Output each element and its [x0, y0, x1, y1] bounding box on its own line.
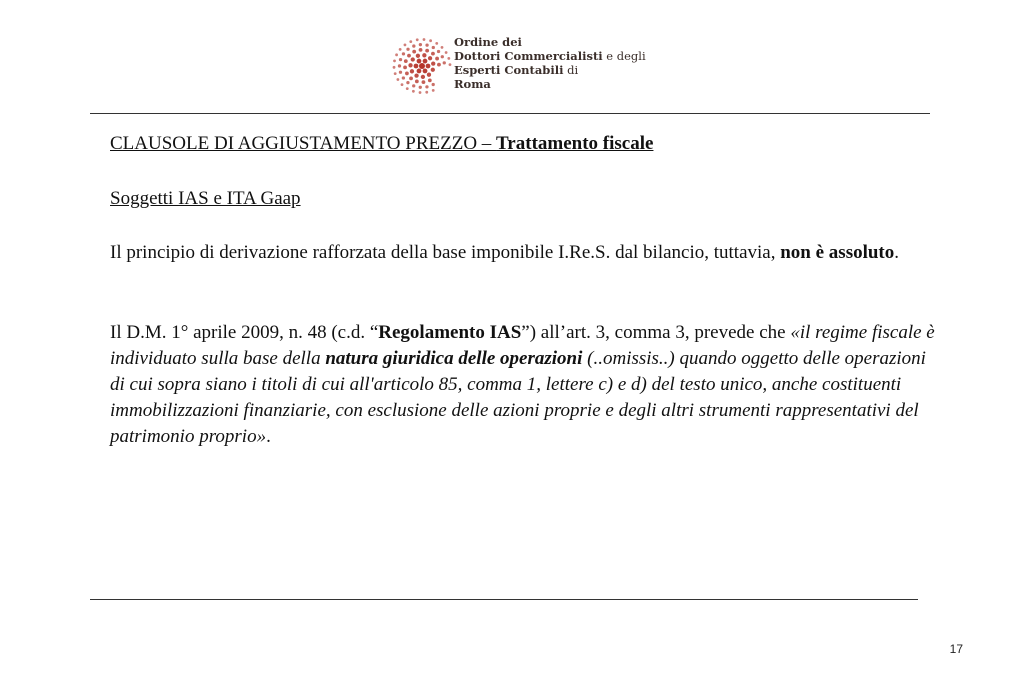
- logo-line-4: Roma: [454, 77, 491, 91]
- logo-line-1: Ordine dei: [454, 35, 522, 49]
- bottom-divider: [90, 599, 918, 600]
- page-number: 17: [949, 642, 963, 656]
- logo: [392, 34, 652, 98]
- paragraph-1: Il principio di derivazione rafforzata della base imponibile I.Re.S. dal bilancio, tuttavia, non è assoluto.: [110, 242, 900, 263]
- section-subtitle: Soggetti IAS e ITA Gaap: [110, 188, 301, 209]
- top-divider: [90, 113, 930, 114]
- paragraph-2: Il D.M. 1° aprile 2009, n. 48 (c.d. “Regolamento IAS”) all’art. 3, comma 3, prevede che «il regime fiscale è individuato sulla base della natura giuridica delle operazioni (..omissis..) quando oggetto delle operazioni di cui sopra siano i titoli di cui all'articolo 85, comma 1, lettere c) e d) del testo unico, anche costituenti immobilizzazioni finanziarie, con esclusione delle azioni proprie e degli altri strumenti rappresentativi del patrimonio proprio».: [110, 322, 935, 447]
- dotted-globe-emblem-icon: [392, 36, 452, 96]
- logo-line-2: Dottori Commercialisti e degli: [454, 49, 646, 63]
- logo-text: [454, 35, 646, 91]
- logo-line-3: Esperti Contabili di: [454, 63, 579, 77]
- slide-title: CLAUSOLE DI AGGIUSTAMENTO PREZZO – Trattamento fiscale: [110, 133, 654, 154]
